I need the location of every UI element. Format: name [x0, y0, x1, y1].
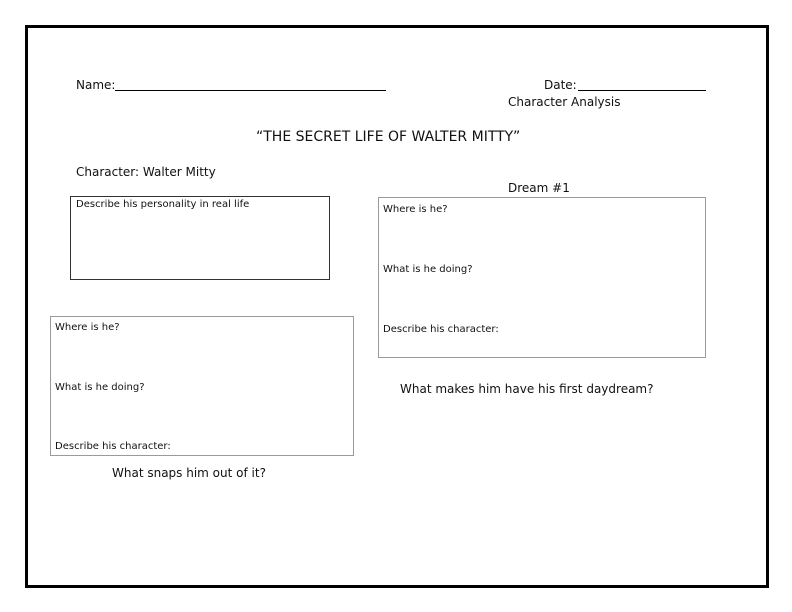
dream-doing-prompt: What is he doing?: [383, 264, 473, 275]
dream-heading: Dream #1: [508, 181, 570, 195]
daydream-where-prompt: Where is he?: [55, 322, 120, 333]
daydream-box[interactable]: [50, 316, 354, 456]
character-name: Character: Walter Mitty: [76, 165, 216, 179]
personality-box[interactable]: [70, 196, 330, 280]
worksheet-subtitle: Character Analysis: [508, 95, 621, 109]
date-blank[interactable]: [578, 90, 706, 91]
daydream-describe-prompt: Describe his character:: [55, 441, 171, 452]
dream-box[interactable]: [378, 197, 706, 358]
first-daydream-question: What makes him have his first daydream?: [400, 382, 654, 396]
name-blank[interactable]: [115, 90, 386, 91]
snaps-question: What snaps him out of it?: [112, 466, 266, 480]
dream-describe-prompt: Describe his character:: [383, 324, 499, 335]
name-label: Name:: [76, 78, 116, 92]
daydream-doing-prompt: What is he doing?: [55, 382, 145, 393]
worksheet-title: “THE SECRET LIFE OF WALTER MITTY”: [256, 129, 521, 145]
date-label: Date:: [544, 78, 577, 92]
dream-where-prompt: Where is he?: [383, 204, 448, 215]
personality-prompt: Describe his personality in real life: [76, 199, 250, 210]
